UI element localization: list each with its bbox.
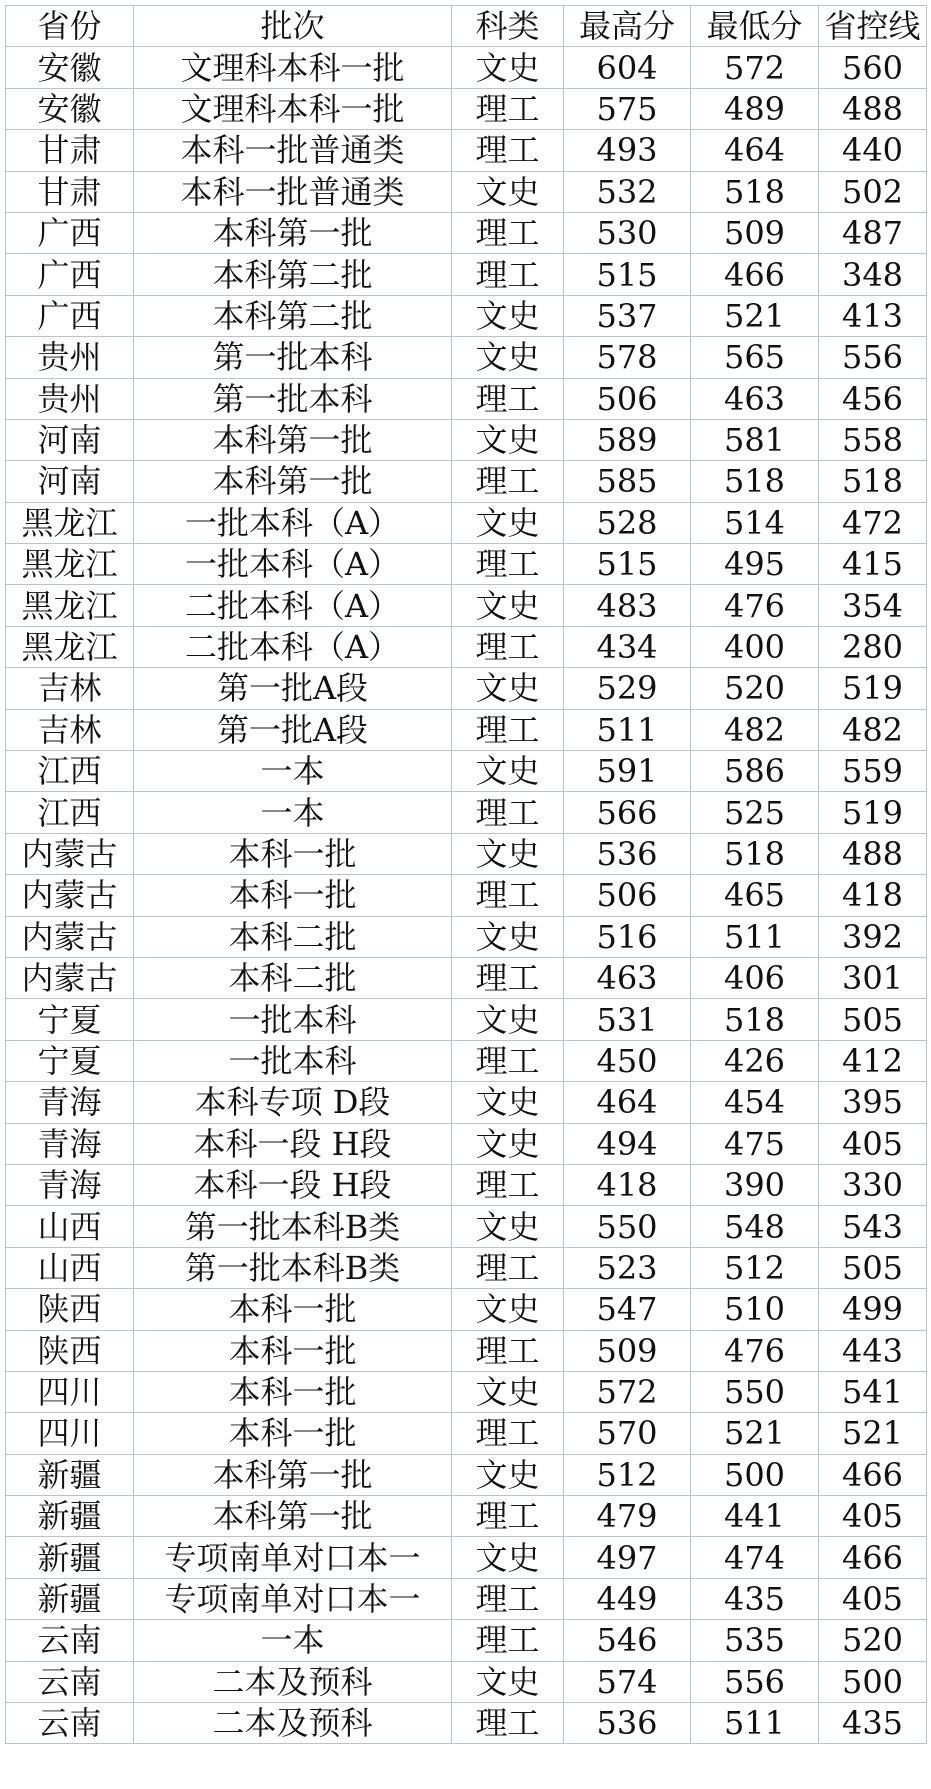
cell-province: 新疆 <box>6 1454 134 1495</box>
cell-subject: 文史 <box>452 171 564 212</box>
cell-subject: 文史 <box>452 751 564 792</box>
cell-min-score: 586 <box>691 751 819 792</box>
cell-subject: 理工 <box>452 957 564 998</box>
cell-min-score: 463 <box>691 378 819 419</box>
cell-max-score: 529 <box>564 668 691 709</box>
cell-batch: 本科第一批 <box>134 419 452 460</box>
table-row <box>6 1330 927 1371</box>
cell-max-score: 574 <box>564 1661 691 1702</box>
cell-subject: 文史 <box>452 295 564 336</box>
cell-province: 广西 <box>6 295 134 336</box>
table-row <box>6 916 927 957</box>
cell-control-line: 392 <box>819 916 927 957</box>
cell-max-score: 509 <box>564 1330 691 1371</box>
table-row <box>6 1371 927 1412</box>
cell-control-line: 280 <box>819 626 927 667</box>
cell-min-score: 581 <box>691 419 819 460</box>
cell-max-score: 515 <box>564 254 691 295</box>
cell-min-score: 489 <box>691 88 819 129</box>
cell-min-score: 511 <box>691 1703 819 1744</box>
cell-subject: 理工 <box>452 212 564 253</box>
table-row <box>6 171 927 212</box>
cell-subject: 理工 <box>452 1040 564 1081</box>
cell-control-line: 443 <box>819 1330 927 1371</box>
cell-control-line: 488 <box>819 833 927 874</box>
table-row <box>6 88 927 129</box>
cell-max-score: 589 <box>564 419 691 460</box>
cell-batch: 本科一段 H段 <box>134 1164 452 1205</box>
cell-batch: 二批本科（A） <box>134 626 452 667</box>
cell-max-score: 464 <box>564 1082 691 1123</box>
header-batch: 批次 <box>134 6 452 47</box>
cell-max-score: 516 <box>564 916 691 957</box>
cell-batch: 二批本科（A） <box>134 585 452 626</box>
cell-control-line: 405 <box>819 1496 927 1537</box>
cell-province: 四川 <box>6 1371 134 1412</box>
cell-province: 山西 <box>6 1206 134 1247</box>
cell-province: 河南 <box>6 419 134 460</box>
cell-control-line: 301 <box>819 957 927 998</box>
cell-province: 黑龙江 <box>6 502 134 543</box>
cell-batch: 一本 <box>134 792 452 833</box>
cell-subject: 理工 <box>452 1330 564 1371</box>
cell-batch: 第一批A段 <box>134 668 452 709</box>
cell-max-score: 506 <box>564 875 691 916</box>
cell-batch: 本科第一批 <box>134 1454 452 1495</box>
cell-control-line: 456 <box>819 378 927 419</box>
cell-min-score: 550 <box>691 1371 819 1412</box>
table-row <box>6 751 927 792</box>
cell-subject: 文史 <box>452 1289 564 1330</box>
cell-control-line: 488 <box>819 88 927 129</box>
table-row <box>6 875 927 916</box>
table-row <box>6 378 927 419</box>
cell-subject: 理工 <box>452 626 564 667</box>
cell-max-score: 449 <box>564 1578 691 1619</box>
cell-control-line: 466 <box>819 1537 927 1578</box>
cell-subject: 文史 <box>452 1454 564 1495</box>
cell-max-score: 530 <box>564 212 691 253</box>
cell-batch: 本科一批 <box>134 1289 452 1330</box>
table-row <box>6 1537 927 1578</box>
table-row <box>6 999 927 1040</box>
cell-min-score: 474 <box>691 1537 819 1578</box>
cell-control-line: 330 <box>819 1164 927 1205</box>
cell-subject: 理工 <box>452 1620 564 1661</box>
cell-province: 青海 <box>6 1082 134 1123</box>
cell-batch: 一批本科 <box>134 999 452 1040</box>
admission-score-table <box>5 5 927 1744</box>
table-row <box>6 833 927 874</box>
cell-min-score: 509 <box>691 212 819 253</box>
cell-control-line: 413 <box>819 295 927 336</box>
cell-min-score: 454 <box>691 1082 819 1123</box>
cell-province: 黑龙江 <box>6 585 134 626</box>
cell-min-score: 476 <box>691 1330 819 1371</box>
cell-max-score: 604 <box>564 47 691 88</box>
table-row <box>6 47 927 88</box>
cell-control-line: 418 <box>819 875 927 916</box>
cell-min-score: 514 <box>691 502 819 543</box>
cell-batch: 本科一批普通类 <box>134 130 452 171</box>
cell-province: 云南 <box>6 1661 134 1702</box>
cell-min-score: 565 <box>691 337 819 378</box>
cell-batch: 本科第一批 <box>134 212 452 253</box>
table-row <box>6 1206 927 1247</box>
cell-control-line: 440 <box>819 130 927 171</box>
cell-province: 新疆 <box>6 1537 134 1578</box>
cell-subject: 文史 <box>452 1371 564 1412</box>
cell-control-line: 482 <box>819 709 927 750</box>
table-row <box>6 254 927 295</box>
cell-subject: 文史 <box>452 419 564 460</box>
cell-min-score: 518 <box>691 999 819 1040</box>
cell-control-line: 541 <box>819 1371 927 1412</box>
cell-control-line: 521 <box>819 1413 927 1454</box>
cell-min-score: 465 <box>691 875 819 916</box>
cell-province: 江西 <box>6 792 134 833</box>
cell-max-score: 536 <box>564 833 691 874</box>
cell-batch: 一批本科（A） <box>134 502 452 543</box>
cell-subject: 文史 <box>452 337 564 378</box>
cell-max-score: 578 <box>564 337 691 378</box>
cell-batch: 二本及预科 <box>134 1703 452 1744</box>
cell-control-line: 348 <box>819 254 927 295</box>
cell-control-line: 435 <box>819 1703 927 1744</box>
cell-batch: 本科一段 H段 <box>134 1123 452 1164</box>
cell-subject: 理工 <box>452 1578 564 1619</box>
cell-subject: 文史 <box>452 668 564 709</box>
cell-subject: 理工 <box>452 1496 564 1537</box>
table-row <box>6 1247 927 1288</box>
cell-max-score: 528 <box>564 502 691 543</box>
cell-subject: 文史 <box>452 833 564 874</box>
cell-max-score: 418 <box>564 1164 691 1205</box>
table-row <box>6 1620 927 1661</box>
table-row <box>6 668 927 709</box>
cell-max-score: 494 <box>564 1123 691 1164</box>
cell-batch: 第一批A段 <box>134 709 452 750</box>
cell-control-line: 520 <box>819 1620 927 1661</box>
table-row <box>6 1164 927 1205</box>
cell-min-score: 520 <box>691 668 819 709</box>
table-row <box>6 1578 927 1619</box>
cell-subject: 文史 <box>452 502 564 543</box>
cell-subject: 理工 <box>452 1164 564 1205</box>
cell-max-score: 497 <box>564 1537 691 1578</box>
cell-max-score: 547 <box>564 1289 691 1330</box>
cell-min-score: 441 <box>691 1496 819 1537</box>
cell-min-score: 495 <box>691 544 819 585</box>
cell-control-line: 543 <box>819 1206 927 1247</box>
cell-min-score: 406 <box>691 957 819 998</box>
cell-subject: 理工 <box>452 792 564 833</box>
header-row <box>6 6 927 47</box>
table-row <box>6 792 927 833</box>
cell-max-score: 506 <box>564 378 691 419</box>
cell-max-score: 463 <box>564 957 691 998</box>
cell-subject: 理工 <box>452 1413 564 1454</box>
cell-province: 新疆 <box>6 1578 134 1619</box>
table-row <box>6 626 927 667</box>
cell-subject: 理工 <box>452 875 564 916</box>
cell-control-line: 405 <box>819 1123 927 1164</box>
cell-max-score: 493 <box>564 130 691 171</box>
cell-max-score: 572 <box>564 1371 691 1412</box>
cell-control-line: 500 <box>819 1661 927 1702</box>
table-row <box>6 1040 927 1081</box>
cell-subject: 理工 <box>452 254 564 295</box>
cell-batch: 一批本科（A） <box>134 544 452 585</box>
cell-province: 广西 <box>6 212 134 253</box>
cell-province: 内蒙古 <box>6 833 134 874</box>
cell-max-score: 566 <box>564 792 691 833</box>
cell-min-score: 426 <box>691 1040 819 1081</box>
cell-province: 河南 <box>6 461 134 502</box>
cell-batch: 本科第二批 <box>134 295 452 336</box>
table-row <box>6 544 927 585</box>
cell-batch: 本科第二批 <box>134 254 452 295</box>
cell-province: 青海 <box>6 1164 134 1205</box>
table-row <box>6 1703 927 1744</box>
cell-subject: 理工 <box>452 1247 564 1288</box>
cell-max-score: 546 <box>564 1620 691 1661</box>
cell-min-score: 511 <box>691 916 819 957</box>
table-row <box>6 1661 927 1702</box>
cell-batch: 一批本科 <box>134 1040 452 1081</box>
table-row <box>6 585 927 626</box>
cell-min-score: 476 <box>691 585 819 626</box>
cell-control-line: 412 <box>819 1040 927 1081</box>
cell-subject: 文史 <box>452 1537 564 1578</box>
cell-batch: 第一批本科B类 <box>134 1247 452 1288</box>
cell-subject: 文史 <box>452 47 564 88</box>
cell-subject: 文史 <box>452 916 564 957</box>
table-row <box>6 295 927 336</box>
cell-min-score: 521 <box>691 1413 819 1454</box>
cell-min-score: 475 <box>691 1123 819 1164</box>
cell-min-score: 482 <box>691 709 819 750</box>
cell-control-line: 405 <box>819 1578 927 1619</box>
cell-province: 四川 <box>6 1413 134 1454</box>
cell-control-line: 505 <box>819 999 927 1040</box>
cell-min-score: 572 <box>691 47 819 88</box>
cell-max-score: 434 <box>564 626 691 667</box>
cell-province: 安徽 <box>6 47 134 88</box>
cell-min-score: 518 <box>691 461 819 502</box>
cell-min-score: 435 <box>691 1578 819 1619</box>
table-row <box>6 1123 927 1164</box>
cell-subject: 理工 <box>452 130 564 171</box>
cell-control-line: 519 <box>819 792 927 833</box>
cell-province: 云南 <box>6 1620 134 1661</box>
cell-control-line: 487 <box>819 212 927 253</box>
cell-province: 贵州 <box>6 337 134 378</box>
cell-control-line: 559 <box>819 751 927 792</box>
cell-max-score: 585 <box>564 461 691 502</box>
cell-subject: 理工 <box>452 544 564 585</box>
cell-min-score: 466 <box>691 254 819 295</box>
cell-batch: 本科第一批 <box>134 1496 452 1537</box>
cell-max-score: 570 <box>564 1413 691 1454</box>
cell-control-line: 560 <box>819 47 927 88</box>
cell-batch: 第一批本科 <box>134 378 452 419</box>
cell-min-score: 521 <box>691 295 819 336</box>
cell-province: 吉林 <box>6 668 134 709</box>
cell-batch: 本科专项 D段 <box>134 1082 452 1123</box>
cell-province: 甘肃 <box>6 130 134 171</box>
cell-max-score: 511 <box>564 709 691 750</box>
cell-max-score: 575 <box>564 88 691 129</box>
cell-batch: 本科一批普通类 <box>134 171 452 212</box>
cell-min-score: 525 <box>691 792 819 833</box>
cell-province: 内蒙古 <box>6 957 134 998</box>
cell-max-score: 512 <box>564 1454 691 1495</box>
cell-subject: 文史 <box>452 1082 564 1123</box>
cell-min-score: 556 <box>691 1661 819 1702</box>
cell-batch: 本科二批 <box>134 916 452 957</box>
cell-min-score: 512 <box>691 1247 819 1288</box>
cell-batch: 本科第一批 <box>134 461 452 502</box>
cell-min-score: 535 <box>691 1620 819 1661</box>
header-control-line: 省控线 <box>819 6 927 47</box>
cell-subject: 文史 <box>452 999 564 1040</box>
cell-control-line: 466 <box>819 1454 927 1495</box>
cell-batch: 专项南单对口本一 <box>134 1537 452 1578</box>
cell-province: 云南 <box>6 1703 134 1744</box>
table-row <box>6 957 927 998</box>
cell-max-score: 537 <box>564 295 691 336</box>
table-row <box>6 1413 927 1454</box>
cell-province: 山西 <box>6 1247 134 1288</box>
cell-min-score: 500 <box>691 1454 819 1495</box>
cell-batch: 一本 <box>134 1620 452 1661</box>
cell-batch: 本科一批 <box>134 875 452 916</box>
cell-min-score: 518 <box>691 833 819 874</box>
cell-subject: 理工 <box>452 461 564 502</box>
cell-province: 黑龙江 <box>6 626 134 667</box>
cell-max-score: 450 <box>564 1040 691 1081</box>
cell-province: 吉林 <box>6 709 134 750</box>
cell-min-score: 510 <box>691 1289 819 1330</box>
cell-max-score: 523 <box>564 1247 691 1288</box>
cell-batch: 本科一批 <box>134 1330 452 1371</box>
cell-batch: 本科一批 <box>134 1413 452 1454</box>
table-row <box>6 1289 927 1330</box>
cell-max-score: 515 <box>564 544 691 585</box>
cell-control-line: 518 <box>819 461 927 502</box>
cell-control-line: 505 <box>819 1247 927 1288</box>
table-row <box>6 419 927 460</box>
header-province: 省份 <box>6 6 134 47</box>
cell-province: 内蒙古 <box>6 875 134 916</box>
cell-batch: 本科一批 <box>134 1371 452 1412</box>
cell-min-score: 548 <box>691 1206 819 1247</box>
cell-max-score: 531 <box>564 999 691 1040</box>
cell-subject: 文史 <box>452 1661 564 1702</box>
cell-province: 黑龙江 <box>6 544 134 585</box>
cell-max-score: 550 <box>564 1206 691 1247</box>
cell-min-score: 518 <box>691 171 819 212</box>
table-row <box>6 130 927 171</box>
table-row <box>6 502 927 543</box>
cell-control-line: 395 <box>819 1082 927 1123</box>
cell-batch: 文理科本科一批 <box>134 88 452 129</box>
cell-subject: 理工 <box>452 709 564 750</box>
cell-province: 宁夏 <box>6 999 134 1040</box>
cell-batch: 文理科本科一批 <box>134 47 452 88</box>
cell-batch: 第一批本科 <box>134 337 452 378</box>
header-max-score: 最高分 <box>564 6 691 47</box>
cell-province: 陕西 <box>6 1330 134 1371</box>
header-min-score: 最低分 <box>691 6 819 47</box>
cell-subject: 理工 <box>452 378 564 419</box>
cell-min-score: 400 <box>691 626 819 667</box>
cell-control-line: 558 <box>819 419 927 460</box>
cell-control-line: 415 <box>819 544 927 585</box>
cell-province: 新疆 <box>6 1496 134 1537</box>
table-row <box>6 709 927 750</box>
table-row <box>6 1496 927 1537</box>
cell-province: 广西 <box>6 254 134 295</box>
cell-min-score: 464 <box>691 130 819 171</box>
cell-max-score: 532 <box>564 171 691 212</box>
table-row <box>6 1454 927 1495</box>
table-row <box>6 1082 927 1123</box>
table-body <box>6 47 927 1744</box>
cell-province: 甘肃 <box>6 171 134 212</box>
cell-subject: 文史 <box>452 585 564 626</box>
table-row <box>6 337 927 378</box>
header-subject: 科类 <box>452 6 564 47</box>
cell-control-line: 472 <box>819 502 927 543</box>
cell-province: 宁夏 <box>6 1040 134 1081</box>
cell-province: 江西 <box>6 751 134 792</box>
cell-control-line: 502 <box>819 171 927 212</box>
cell-control-line: 556 <box>819 337 927 378</box>
cell-subject: 文史 <box>452 1123 564 1164</box>
cell-control-line: 354 <box>819 585 927 626</box>
cell-province: 贵州 <box>6 378 134 419</box>
cell-subject: 理工 <box>452 88 564 129</box>
cell-subject: 文史 <box>452 1206 564 1247</box>
cell-province: 青海 <box>6 1123 134 1164</box>
cell-province: 内蒙古 <box>6 916 134 957</box>
cell-max-score: 536 <box>564 1703 691 1744</box>
cell-min-score: 390 <box>691 1164 819 1205</box>
cell-control-line: 499 <box>819 1289 927 1330</box>
cell-batch: 专项南单对口本一 <box>134 1578 452 1619</box>
cell-province: 陕西 <box>6 1289 134 1330</box>
cell-batch: 第一批本科B类 <box>134 1206 452 1247</box>
cell-batch: 本科一批 <box>134 833 452 874</box>
cell-max-score: 591 <box>564 751 691 792</box>
cell-max-score: 479 <box>564 1496 691 1537</box>
cell-max-score: 483 <box>564 585 691 626</box>
cell-batch: 二本及预科 <box>134 1661 452 1702</box>
cell-batch: 一本 <box>134 751 452 792</box>
table-row <box>6 461 927 502</box>
cell-control-line: 519 <box>819 668 927 709</box>
table-row <box>6 212 927 253</box>
cell-subject: 理工 <box>452 1703 564 1744</box>
cell-province: 安徽 <box>6 88 134 129</box>
cell-batch: 本科二批 <box>134 957 452 998</box>
